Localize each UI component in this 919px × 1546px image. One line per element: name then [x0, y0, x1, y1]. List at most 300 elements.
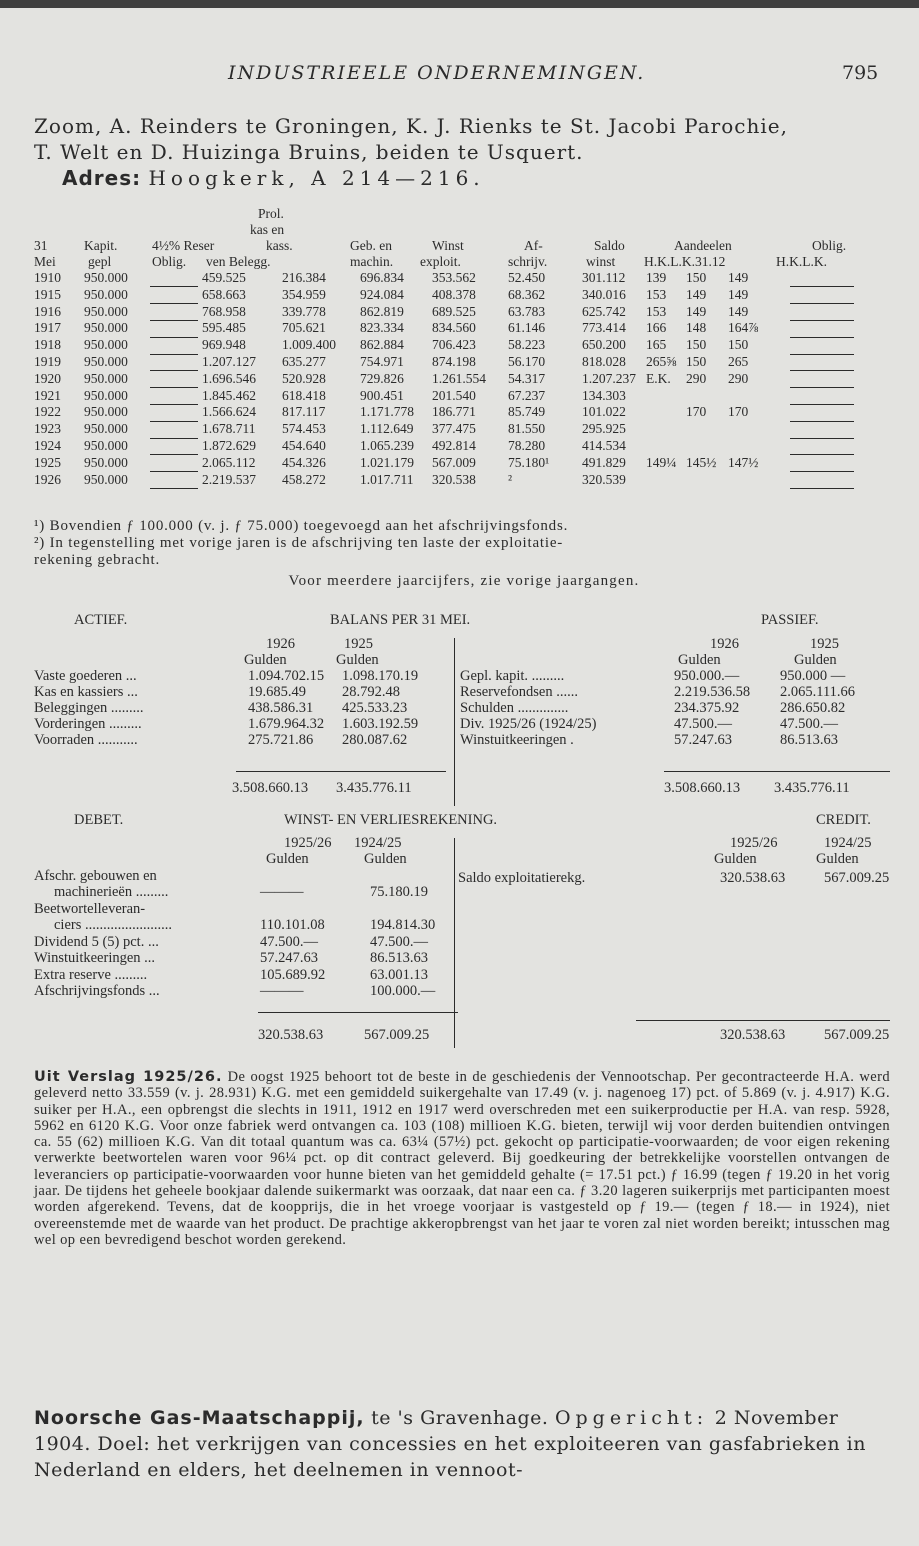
report-lead: Uit Verslag 1925/26. [34, 1069, 223, 1085]
table-cell: 56.170 [508, 353, 546, 369]
table-cell: 339.778 [282, 303, 326, 319]
table-cell: 265 [728, 353, 749, 369]
company-description: 2 November 1904. Doel: het verkrijgen van concessies en het exploiteeren van gasfabrieken in Nederland en elders, het deelnemen in vennoot- [34, 1407, 866, 1481]
table-header-cell: exploit. [420, 254, 461, 269]
table-header-cell: Geb. en [350, 238, 392, 253]
annual-report-excerpt [34, 1069, 890, 1248]
table-cell: 149 [728, 270, 749, 285]
table-cell: 625.742 [582, 303, 626, 319]
year-header: 1925 [344, 636, 373, 652]
financial-history-table [34, 206, 894, 488]
dash-filler [790, 388, 854, 404]
table-cell: 2.065.112 [202, 454, 256, 470]
asset-value-1926: 1.679.964.32 [248, 716, 325, 732]
year-header: 1924/25 [354, 834, 402, 851]
company-name: Noorsche Gas-Maatschappij, [34, 1407, 365, 1429]
table-header-cell: Oblig. [152, 254, 187, 269]
unit-header: Gulden [364, 851, 407, 867]
table-header-cell: H.K.L.K.31.12 [644, 254, 726, 269]
total-rule [236, 771, 446, 772]
table-cell: 459.525 [202, 270, 246, 285]
liability-value-1926: 2.219.536.58 [674, 684, 751, 700]
table-cell: 834.560 [432, 320, 476, 336]
table-header-cell: Saldo [594, 238, 625, 253]
footnote: rekening gebracht. [34, 552, 161, 568]
credit-label: CREDIT. [816, 812, 871, 828]
balance-row [34, 684, 894, 700]
table-cell: 924.084 [360, 286, 404, 302]
debet-value-1925-26: 110.101.08 [260, 917, 325, 933]
table-cell: 1924 [34, 437, 61, 453]
table-cell: 950.000 [84, 454, 128, 470]
debet-label: Extra reserve ......... [34, 966, 148, 983]
table-cell: 340.016 [582, 286, 626, 302]
table-cell: 67.237 [508, 387, 546, 403]
table-cell: 201.540 [432, 387, 476, 403]
asset-label: Voorraden ........... [34, 732, 138, 748]
total-value: 567.009.25 [824, 1027, 890, 1043]
debet-value-1924-25: 86.513.63 [370, 950, 428, 966]
table-cell: 658.663 [202, 286, 246, 302]
table-cell: 754.971 [360, 353, 404, 369]
dash-filler [150, 304, 198, 320]
pl-totals [34, 1027, 894, 1044]
table-cell: 729.826 [360, 370, 404, 386]
table-header-cell: gepl [88, 254, 112, 269]
table-cell: 950.000 [84, 270, 128, 285]
balance-row [34, 732, 894, 748]
dash-filler [790, 304, 854, 320]
table-footnotes [34, 518, 894, 590]
table-cell: 153 [646, 286, 667, 302]
intro-line: T. Welt en D. Huizinga Bruins, beiden te Usquert. [34, 140, 584, 164]
table-header-cell: Af- [524, 238, 543, 253]
table-cell: 705.621 [282, 320, 326, 336]
dash-filler [790, 287, 854, 303]
table-cell: 1922 [34, 404, 61, 420]
table-cell: 458.272 [282, 471, 326, 487]
table-cell: 1.696.546 [202, 370, 256, 386]
balance-row [34, 716, 894, 732]
dash-filler [790, 455, 854, 471]
table-cell: 1.261.554 [432, 370, 486, 386]
table-header-cell: Kapit. [84, 238, 118, 253]
pl-title: WINST- EN VERLIESREKENING. [284, 812, 498, 828]
dash-filler [150, 337, 198, 353]
table-header-cell: Oblig. [812, 238, 847, 253]
table-row [34, 287, 894, 304]
table-cell: 1.112.649 [360, 421, 414, 437]
page-number: 795 [842, 62, 879, 84]
unit-header: Gulden [678, 652, 721, 668]
asset-label: Vaste goederen ... [34, 668, 137, 684]
table-cell: 635.277 [282, 353, 326, 369]
table-cell: 2.219.537 [202, 471, 256, 487]
unit-header: Gulden [336, 652, 379, 668]
debet-label: Beetwortelleveran- [34, 900, 146, 917]
table-cell: 1923 [34, 421, 61, 437]
table-cell: 768.958 [202, 303, 246, 319]
table-header-cell: Mei [34, 254, 56, 269]
debet-value-1925-26: ——— [260, 884, 304, 900]
table-cell: 58.223 [508, 337, 546, 353]
table-cell: 950.000 [84, 421, 128, 437]
table-cell: 1.017.711 [360, 471, 414, 487]
liability-value-1926: 950.000.— [674, 668, 740, 684]
table-header-row [34, 254, 894, 270]
founded-label: Opgericht: [554, 1407, 709, 1429]
table-cell: 295.925 [582, 421, 626, 437]
address-value: Hoogkerk, A 214—216. [148, 166, 485, 190]
debet-value-1924-25: 75.180.19 [370, 884, 428, 900]
table-header-cell: Winst [432, 238, 464, 253]
table-cell: 414.534 [582, 437, 626, 453]
debet-label: Afschr. gebouwen en [34, 867, 157, 884]
total-rule [258, 1012, 458, 1013]
table-cell: 1910 [34, 270, 61, 285]
asset-value-1926: 438.586.31 [248, 700, 314, 716]
table-cell: 170 [686, 404, 707, 420]
asset-value-1926: 19.685.49 [248, 684, 306, 700]
table-cell: E.K. [646, 370, 671, 386]
table-cell: 150 [686, 270, 707, 285]
table-cell: 149 [686, 286, 707, 302]
liability-value-1925: 2.065.111.66 [780, 684, 856, 700]
table-header-cell: Aandeelen [674, 238, 732, 253]
debet-value-1925-26: ——— [260, 983, 304, 999]
pl-row [34, 917, 894, 934]
table-cell: 1920 [34, 370, 61, 386]
table-cell: 520.928 [282, 370, 326, 386]
table-cell: 950.000 [84, 437, 128, 453]
table-cell: 950.000 [84, 370, 128, 386]
table-cell: 454.326 [282, 454, 326, 470]
table-cell: 290 [728, 370, 749, 386]
table-cell: 150 [728, 337, 749, 353]
balance-title: BALANS PER 31 MEI. [330, 612, 471, 628]
table-cell: 1.566.624 [202, 404, 256, 420]
table-cell: 68.362 [508, 286, 546, 302]
table-cell: 900.451 [360, 387, 404, 403]
table-cell: 1919 [34, 353, 61, 369]
liability-label: Div. 1925/26 (1924/25) [460, 716, 597, 732]
table-cell: 650.200 [582, 337, 626, 353]
table-cell: 170 [728, 404, 749, 420]
table-cell: 353.562 [432, 270, 476, 285]
table-cell: 454.640 [282, 437, 326, 453]
table-cell: 950.000 [84, 320, 128, 336]
table-cell: ² [508, 471, 513, 487]
liability-value-1925: 47.500.— [780, 716, 838, 732]
table-row [34, 455, 894, 472]
pl-row [34, 934, 894, 951]
table-cell: 301.112 [582, 270, 626, 285]
table-cell: 408.378 [432, 286, 476, 302]
profit-loss-account [34, 812, 894, 1043]
dash-filler [150, 388, 198, 404]
dash-filler [790, 354, 854, 370]
unit-header: Gulden [714, 851, 757, 867]
year-header: 1926 [710, 636, 739, 652]
liability-value-1926: 234.375.92 [674, 700, 740, 716]
table-cell: 950.000 [84, 404, 128, 420]
table-cell: 149¼ [646, 454, 677, 470]
table-cell: 1917 [34, 320, 61, 336]
balance-totals [34, 780, 894, 796]
table-cell: 1.872.629 [202, 437, 256, 453]
asset-value-1925: 280.087.62 [342, 732, 408, 748]
liability-value-1925: 86.513.63 [780, 732, 838, 748]
table-cell: 85.749 [508, 404, 546, 420]
table-cell: 148 [686, 320, 707, 336]
table-row [34, 404, 894, 421]
table-row [34, 421, 894, 438]
table-row [34, 354, 894, 371]
dash-filler [150, 287, 198, 303]
asset-value-1925: 28.792.48 [342, 684, 400, 700]
table-header-cell: winst [586, 254, 616, 269]
dash-filler [150, 472, 198, 488]
total-value: 3.435.776.11 [336, 780, 412, 796]
asset-value-1925: 425.533.23 [342, 700, 408, 716]
table-header-cell: machin. [350, 254, 394, 269]
table-cell: 1925 [34, 454, 61, 470]
unit-header: Gulden [266, 851, 309, 867]
dash-filler [790, 371, 854, 387]
dash-filler [150, 404, 198, 420]
table-cell: 63.783 [508, 303, 546, 319]
footnote: ¹) Bovendien ƒ 100.000 (v. j. ƒ 75.000) toegevoegd aan het afschrijvingsfonds. [34, 518, 569, 534]
table-cell: 950.000 [84, 353, 128, 369]
year-header: 1925 [810, 636, 839, 652]
table-cell: 1.845.462 [202, 387, 256, 403]
footnote: ²) In tegenstelling met vorige jaren is de afschrijving ten laste der exploitatie- [34, 535, 564, 551]
table-cell: 149 [728, 286, 749, 302]
table-cell: 52.450 [508, 270, 546, 285]
liability-value-1926: 47.500.— [674, 716, 732, 732]
table-row [34, 438, 894, 455]
balance-sheet [34, 612, 894, 796]
dash-filler [790, 472, 854, 488]
liability-value-1925: 286.650.82 [780, 700, 846, 716]
table-cell: 950.000 [84, 387, 128, 403]
table-cell: 75.180¹ [508, 454, 550, 470]
dash-filler [790, 404, 854, 420]
asset-value-1926: 1.094.702.15 [248, 668, 325, 684]
balance-row [34, 700, 894, 716]
table-cell: 320.539 [582, 471, 626, 487]
total-rule [636, 1020, 890, 1021]
liability-label: Gepl. kapit. ......... [460, 668, 565, 684]
year-header: 1926 [266, 636, 295, 652]
address-line [34, 165, 894, 191]
table-header-cell: 31 [34, 238, 48, 253]
debet-value-1924-25: 194.814.30 [370, 917, 436, 933]
table-cell: 153 [646, 303, 667, 319]
table-cell: 149 [686, 303, 707, 319]
table-row [34, 270, 894, 287]
table-body [34, 270, 894, 488]
table-cell: 1.207.237 [582, 370, 636, 386]
table-cell: 1.678.711 [202, 421, 256, 437]
table-cell: 101.022 [582, 404, 626, 420]
dash-filler [790, 438, 854, 454]
year-header: 1924/25 [824, 834, 872, 851]
table-header-cell: ven Belegg. [206, 254, 271, 269]
table-cell: 145½ [686, 454, 717, 470]
table-cell: 1918 [34, 337, 61, 353]
column-divider [454, 638, 455, 806]
debet-value-1924-25: 100.000.— [370, 983, 436, 999]
next-company-entry [34, 1405, 890, 1483]
debet-value-1924-25: 63.001.13 [370, 966, 428, 983]
table-row [34, 371, 894, 388]
table-cell: 823.334 [360, 320, 404, 336]
scan-edge [0, 0, 919, 8]
table-cell: 706.423 [432, 337, 476, 353]
pl-header [34, 812, 894, 829]
asset-value-1925: 1.603.192.59 [342, 716, 419, 732]
debet-value-1925-26: 57.247.63 [260, 950, 318, 966]
table-cell: 149 [728, 303, 749, 319]
table-cell: 567.009 [432, 454, 476, 470]
balance-row [34, 668, 894, 684]
unit-header: Gulden [816, 851, 859, 867]
total-value: 3.508.660.13 [664, 780, 741, 796]
table-cell: 150 [686, 337, 707, 353]
pl-row [34, 901, 894, 918]
debet-label: DEBET. [74, 812, 124, 828]
dash-filler [150, 270, 198, 286]
table-row [34, 388, 894, 405]
table-cell: 54.317 [508, 370, 546, 386]
debet-label: Dividend 5 (5) pct. ... [34, 933, 159, 950]
debet-value-1924-25: 47.500.— [370, 933, 428, 950]
table-cell: 134.303 [582, 387, 626, 403]
total-rule [664, 771, 890, 772]
debet-value-1925-26: 47.500.— [260, 933, 318, 950]
see-previous-note: Voor meerdere jaarcijfers, zie vorige jaargangen. [288, 573, 640, 589]
table-cell: 186.771 [432, 404, 476, 420]
total-value: 320.538.63 [720, 1027, 786, 1043]
intro-line: Zoom, A. Reinders te Groningen, K. J. Rienks te St. Jacobi Parochie, [34, 114, 788, 138]
total-value: 320.538.63 [258, 1027, 324, 1043]
table-header-cell: schrijv. [508, 254, 548, 269]
table-cell: 265⅝ [646, 353, 677, 369]
unit-header: Gulden [794, 652, 837, 668]
dash-filler [150, 455, 198, 471]
liability-value-1926: 57.247.63 [674, 732, 732, 748]
dash-filler [790, 337, 854, 353]
table-cell: 1.021.179 [360, 454, 414, 470]
dash-filler [790, 320, 854, 336]
column-divider [454, 838, 455, 1048]
table-cell: 150 [686, 353, 707, 369]
debet-label: ciers ........................ [54, 917, 172, 933]
table-cell: 1921 [34, 387, 61, 403]
total-value: 3.508.660.13 [232, 780, 309, 796]
debet-label: machinerieën ......... [54, 884, 169, 900]
table-header-cell: kas en [250, 222, 285, 237]
liability-label: Winstuitkeeringen . [460, 732, 574, 748]
table-header-cell: kass. [266, 238, 293, 253]
asset-value-1926: 275.721.86 [248, 732, 314, 748]
debet-value-1925-26: 105.689.92 [260, 966, 326, 983]
table-cell: 354.959 [282, 286, 326, 302]
actief-label: ACTIEF. [74, 612, 128, 628]
dash-filler [150, 421, 198, 437]
table-row [34, 337, 894, 354]
table-cell: 950.000 [84, 337, 128, 353]
year-header: 1925/26 [730, 834, 778, 851]
table-cell: 377.475 [432, 421, 476, 437]
table-cell: 696.834 [360, 270, 404, 285]
total-value: 3.435.776.11 [774, 780, 850, 796]
table-cell: 81.550 [508, 421, 546, 437]
table-cell: 950.000 [84, 471, 128, 487]
table-cell: 773.414 [582, 320, 626, 336]
table-header-row [34, 238, 894, 254]
table-cell: 969.948 [202, 337, 246, 353]
table-cell: 164⅞ [728, 320, 759, 336]
table-cell: 874.198 [432, 353, 476, 369]
address-label: Adres: [62, 166, 142, 190]
table-cell: 61.146 [508, 320, 546, 336]
debet-label: Winstuitkeeringen ... [34, 950, 156, 966]
table-cell: 492.814 [432, 437, 476, 453]
table-cell: 817.117 [282, 404, 326, 420]
dash-filler [790, 421, 854, 437]
table-header-cell: 4½% Reser [152, 238, 215, 253]
table-header-cell: Prol. [258, 206, 284, 221]
table-cell: 290 [686, 370, 707, 386]
balance-body [34, 668, 894, 748]
unit-header: Gulden [244, 652, 287, 668]
asset-label: Kas en kassiers ... [34, 684, 138, 700]
credit-label-text: Saldo exploitatierekg. [458, 870, 586, 886]
table-cell: 595.485 [202, 320, 246, 336]
liability-value-1925: 950.000 — [780, 668, 846, 684]
table-cell: 1.065.239 [360, 437, 414, 453]
table-cell: 1926 [34, 471, 61, 487]
pl-row [34, 983, 894, 1000]
dash-filler [150, 354, 198, 370]
table-cell: 1.009.400 [282, 337, 336, 353]
table-cell: 165 [646, 337, 667, 353]
pl-row [34, 950, 894, 967]
debet-label: Afschrijvingsfonds ... [34, 983, 160, 999]
table-cell: 166 [646, 320, 667, 336]
table-header-cell: H.K.L.K. [776, 254, 827, 269]
table-cell: 1.171.778 [360, 404, 414, 420]
table-cell: 1915 [34, 286, 61, 302]
table-cell: 147½ [728, 454, 759, 470]
table-row [34, 472, 894, 489]
dash-filler [790, 270, 854, 286]
table-cell: 574.453 [282, 421, 326, 437]
table-cell: 139 [646, 270, 667, 285]
asset-label: Vorderingen ......... [34, 716, 142, 732]
dash-filler [150, 371, 198, 387]
dash-filler [150, 438, 198, 454]
passief-label: PASSIEF. [761, 612, 819, 628]
table-cell: 320.538 [432, 471, 476, 487]
pl-body [34, 868, 894, 1000]
table-cell: 1.207.127 [202, 353, 256, 369]
table-cell: 216.384 [282, 270, 326, 285]
table-cell: 78.280 [508, 437, 546, 453]
table-cell: 818.028 [582, 353, 626, 369]
